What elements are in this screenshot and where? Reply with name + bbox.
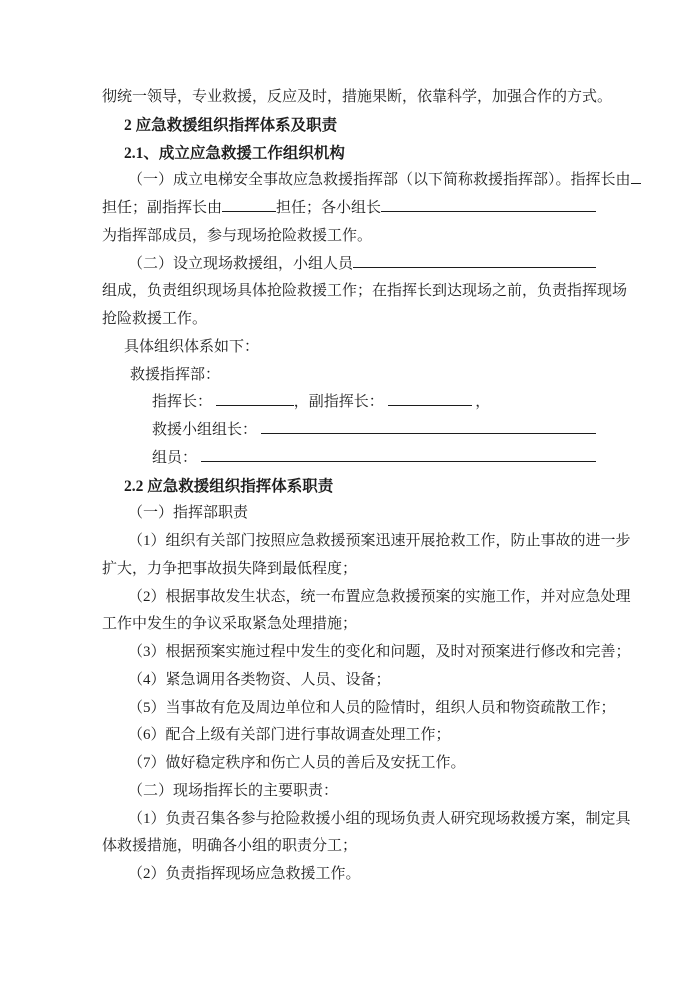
document-line bbox=[102, 806, 631, 834]
line-text: 具体组织体系如下： bbox=[124, 338, 260, 355]
document-line bbox=[102, 639, 631, 667]
line-text: 2 应急救援组织指挥体系及职责 bbox=[124, 116, 338, 134]
line-text: 2.2 应急救援组织指挥体系职责 bbox=[124, 477, 334, 495]
line-text: （7）做好稳定秩序和伤亡人员的善后及安抚工作。 bbox=[128, 755, 466, 771]
line-text: （二）现场指挥长的主要职责： bbox=[128, 782, 339, 799]
line-text: （1）负责召集各参与抢险救援小组的现场负责人研究现场救援方案，制定具 bbox=[128, 810, 631, 827]
line-text: 组成，负责组织现场具体抢险救援工作；在指挥长到达现场之前，负责指挥现场 bbox=[102, 283, 628, 300]
document-line bbox=[102, 251, 596, 279]
document-line bbox=[102, 584, 631, 612]
line-text: （4）紧急调用各类物资、人员、设备； bbox=[128, 671, 391, 688]
document-line bbox=[102, 195, 596, 223]
line-text: 指挥长： bbox=[152, 394, 216, 411]
line-text: 担任；副指挥长由 bbox=[102, 200, 223, 216]
line-text: （6）配合上级有关部门进行事故调查处理工作； bbox=[128, 727, 451, 744]
fill-underline bbox=[261, 433, 596, 434]
line-text: （二）设立现场救援组，小组人员 bbox=[128, 255, 354, 272]
line-text: 组员： bbox=[152, 449, 201, 466]
line-text: 体救援措施，明确各小组的职责分工； bbox=[102, 838, 358, 855]
document-line bbox=[102, 167, 631, 195]
line-text: 2.1、成立应急救援工作组织机构 bbox=[124, 144, 345, 162]
line-text: 彻统一领导，专业救援，反应及时，措施果断，依靠科学，加强合作的方式。 bbox=[102, 89, 613, 105]
fill-underline bbox=[201, 461, 596, 462]
document-line bbox=[102, 334, 596, 362]
line-text: （2）根据事故发生状态，统一布置应急救援预案的实施工作，并对应急处理 bbox=[128, 588, 631, 605]
document-line bbox=[102, 722, 596, 750]
line-text: 救援小组组长： bbox=[152, 422, 261, 438]
line-text: 救援指挥部： bbox=[130, 366, 221, 383]
document-line bbox=[102, 278, 628, 306]
line-text: （3）根据预案实施过程中发生的变化和问题，及时对预案进行修改和完善； bbox=[128, 644, 631, 660]
document-line bbox=[102, 861, 596, 889]
document-line bbox=[102, 667, 596, 695]
document-line bbox=[102, 306, 596, 334]
document-line bbox=[102, 750, 596, 778]
heading-line bbox=[102, 473, 596, 501]
line-text: 工作中发生的争议采取紧急处理措施； bbox=[102, 616, 358, 633]
line-text: （一）指挥部职责 bbox=[128, 505, 249, 522]
heading-line bbox=[102, 140, 596, 168]
line-text: 为指挥部成员，参与现场抢险救援工作。 bbox=[102, 227, 373, 244]
document-line bbox=[102, 362, 596, 390]
blank-underline bbox=[216, 405, 294, 406]
line-text: 抢险救援工作。 bbox=[102, 311, 208, 327]
document-line bbox=[102, 611, 596, 639]
document-line bbox=[102, 500, 596, 528]
document-line bbox=[102, 84, 613, 112]
line-text: （1）组织有关部门按照应急救援预案迅速开展抢救工作，防止事故的进一步 bbox=[128, 533, 631, 549]
document-line bbox=[102, 833, 596, 861]
line-text: 扩大，力争把事故损失降到最低程度； bbox=[102, 560, 358, 577]
line-text: （一）成立电梯安全事故应急救援指挥部（以下简称救援指挥部）。指挥长由 bbox=[128, 172, 631, 189]
line-text: 担任；各小组长 bbox=[276, 200, 382, 216]
document-line bbox=[102, 778, 596, 806]
document-content bbox=[102, 84, 631, 889]
document-line bbox=[102, 445, 596, 473]
document-line bbox=[102, 695, 616, 723]
line-text: （2）负责指挥现场应急救援工作。 bbox=[128, 866, 361, 882]
fill-underline bbox=[353, 267, 596, 268]
document-line bbox=[102, 223, 596, 251]
document-line bbox=[102, 556, 596, 584]
blank-underline bbox=[222, 211, 276, 212]
line-text: ，副指挥长： bbox=[293, 394, 388, 411]
document-line bbox=[102, 417, 596, 445]
document-line bbox=[102, 528, 631, 556]
line-text: ， bbox=[471, 394, 491, 411]
blank-underline bbox=[388, 405, 472, 406]
heading-line bbox=[102, 112, 596, 140]
fill-underline bbox=[381, 211, 596, 212]
document-line bbox=[102, 389, 596, 417]
fill-underline bbox=[631, 183, 641, 184]
line-text: （5）当事故有危及周边单位和人员的险情时，组织人员和物资疏散工作； bbox=[128, 699, 616, 716]
